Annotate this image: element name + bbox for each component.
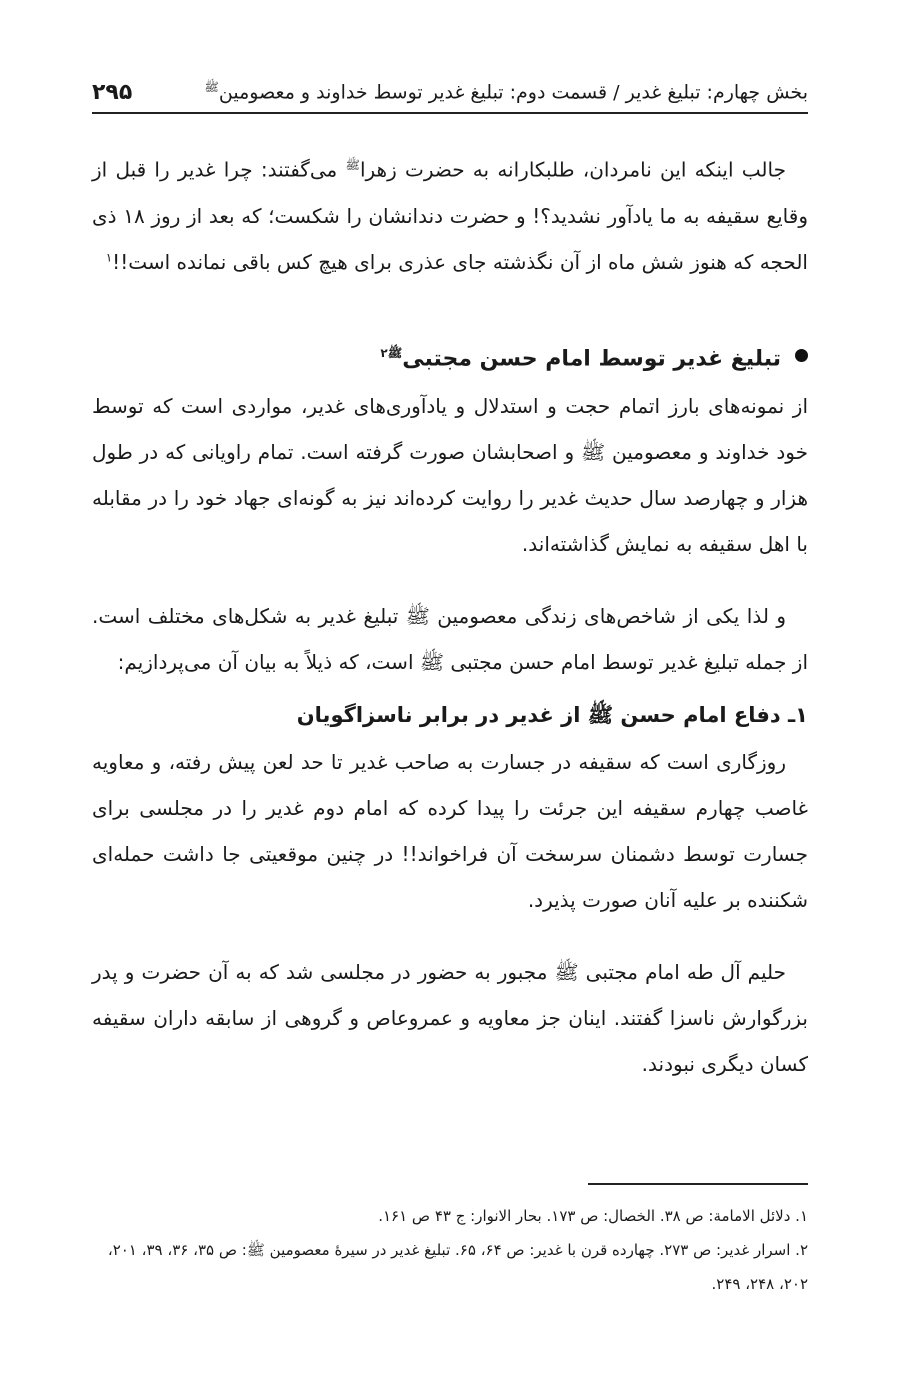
footnotes [92,1183,808,1301]
body-paragraph: از نمونه‌های بارز اتمام حجت و استدلال و یادآوری‌های غدیر، مواردی است که توسط خود خداوند و معصومین ﷺ و اصحابشان صورت گرفته است. تمام راویانی که در طول هزار و چهارصد سال حدیث غدیر را روایت کرده‌اند نیز به گونه‌ای جهاد خود را در مقابله با اهل سقیفه به نمایش گذاشته‌اند. [92,393,808,556]
running-title: بخش چهارم: تبلیغ غدیر / قسمت دوم: تبلیغ غدیر توسط خداوند و معصومین$^ﷺ$ [204,80,808,104]
page-content [92,142,808,1087]
body-paragraph: و لذا یکی از شاخص‌های زندگی معصومین ﷺ تبلیغ غدیر به شکل‌های مختلف است. از جمله تبلیغ غدیر توسط امام حسن مجتبی ﷺ است، که ذیلاً به بیان آن می‌پردازیم: [92,603,808,674]
section-heading: تبلیغ غدیر توسط امام حسن مجتبی$^{ﷺ۲}$ [92,329,808,383]
footnote-mark: ۲ [380,345,388,360]
footnote-1: ۱. دلائل الامامة: ص ۳۸. الخصال: ص ۱۷۳. بحار الانوار: ج ۴۳ ص ۱۶۱. [378,1207,808,1225]
footnote-2: ۲. اسرار غدیر: ص ۲۷۳. چهارده قرن با غدیر: ص ۶۴، ۶۵. تبلیغ غدیر در سیرهٔ معصومین ﷺ: ص ۳۵، ۳۶، ۳۹، ۲۰۱، ۲۰۲، ۲۴۸، ۲۴۹. [107,1241,808,1293]
footnote-mark: ۱ [105,250,113,264]
honorific-symbol: ﷺ [387,345,403,360]
book-page [92,0,808,1390]
subsection-heading: ۱ـ دفاع امام حسن ﷺ از غدیر در برابر ناسزاگویان [296,702,808,727]
intro-paragraph: جالب اینکه این نامردان، طلبکارانه به حضرت زهرا$^ﷺ$ می‌گفتند: چرا غدیر را قبل از وقایع سقیفه به ما یادآور نشدید؟! و حضرت دندانشان را شکست؛ که بعد از روز ۱۸ ذی الحجه که هنوز شش ماه از آن نگذشته جای عذری برای هیچ کس باقی نمانده است!!$^۱$ [92,157,808,274]
honorific-symbol: ﷺ [345,158,360,172]
body-paragraph: حلیم آل طه امام مجتبی ﷺ مجبور به حضور در مجلسی شد که به آن حضرت و پدر بزرگوارش ناسزا گفتند. اینان جز معاویه و عمروعاص و گروهی از سابقه داران سقیفه کسان دیگری نبودند. [92,959,808,1076]
footnote-divider [588,1183,808,1185]
page-number: ۲۹۵ [92,79,133,105]
body-paragraph: روزگاری است که سقیفه در جسارت به صاحب غدیر تا حد لعن پیش رفته، و معاویه غاصب چهارم سقیفه این جرئت را پیدا کرده که امام دوم غدیر را در مجلسی برای جسارت توسط دشمنان سرسخت آن فراخواند!! در چنین موقعیتی جا داشت حمله‌ای شکننده بر علیه آنان صورت پذیرد. [92,749,808,912]
honorific-symbol: ﷺ [204,80,219,95]
bullet-icon [795,349,808,362]
page-header [92,72,808,114]
